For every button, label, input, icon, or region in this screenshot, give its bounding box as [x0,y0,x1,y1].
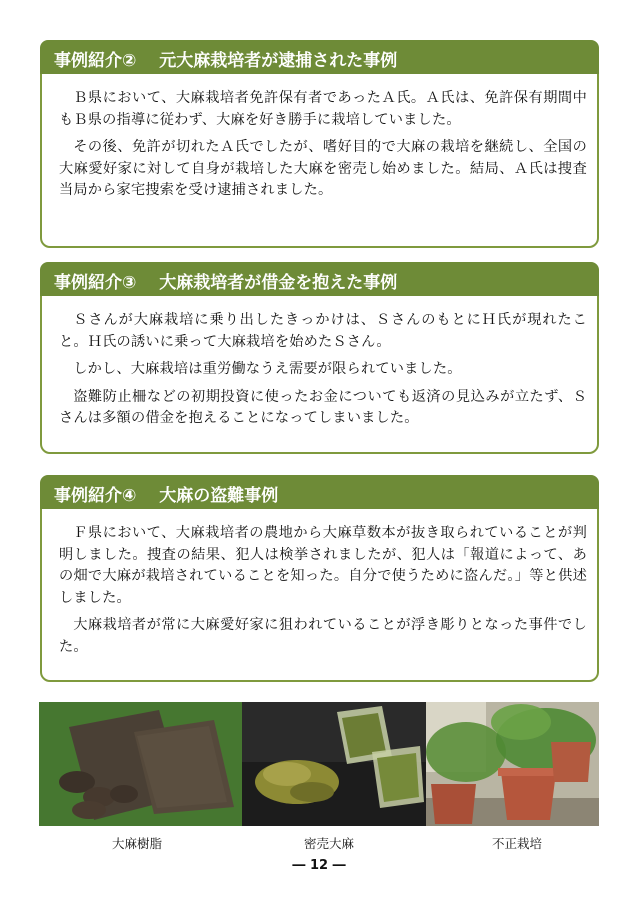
illegal-cultivation-photo [426,702,599,826]
case-3-paragraph-3: 盗難防止柵などの初期投資に使ったお金についても返済の見込みが立たず、Ｓさんは多額の借金を抱えることになってしまいました。 [59,388,587,426]
case-3-paragraph-1: Ｓさんが大麻栽培に乗り出したきっかけは、ＳさんのもとにＨ氏が現れたこと。Ｈ氏の誘いに乗って大麻栽培を始めたＳさん。 [59,312,587,350]
case-4-paragraph-2: 大麻栽培者が常に大麻愛好家に狙われていることが浮き彫りとなった事件でした。 [59,617,587,655]
case-2-paragraph-1: Ｂ県において、大麻栽培者免許保有者であったＡ氏。Ａ氏は、免許保有期間中もＢ県の指導に従わず、大麻を好き勝手に栽培していました。 [59,90,587,128]
cannabis-resin-photo [39,702,242,826]
case-body-2 [40,74,599,248]
case-3-paragraph-2: しかし、大麻栽培は重労働なうえ需要が限られていました。 [73,361,462,377]
case-body-3 [40,296,599,454]
case-2-paragraph-2: その後、免許が切れたＡ氏でしたが、嗜好目的で大麻の栽培を継続し、全国の大麻愛好家に対して自身が栽培した大麻を密売し始めました。結局、Ａ氏は捜査当局から家宅捜索を受け逮捕されました。 [59,139,587,198]
photo-caption-cultivation: 不正栽培 [492,836,543,851]
case-title-2: 事例紹介② 元大麻栽培者が逮捕された事例 [40,40,599,74]
photo-caption-trafficked: 密売大麻 [304,836,355,851]
trafficked-cannabis-photo [242,702,426,826]
photo-strip [39,702,599,826]
page-number: ― 12 ― [292,858,346,873]
case-title-3: 事例紹介③ 大麻栽培者が借金を抱えた事例 [40,262,599,296]
case-body-4 [40,509,599,682]
case-4-paragraph-1: Ｆ県において、大麻栽培者の農地から大麻草数本が抜き取られていることが判明しました。捜査の結果、犯人は検挙されましたが、犯人は「報道によって、あの畑で大麻が栽培されていることを知った。自分で使うために盗んだ。」等と供述しました。 [59,525,587,606]
photo-caption-resin: 大麻樹脂 [112,836,163,851]
case-title-4: 事例紹介④ 大麻の盗難事例 [40,475,599,509]
